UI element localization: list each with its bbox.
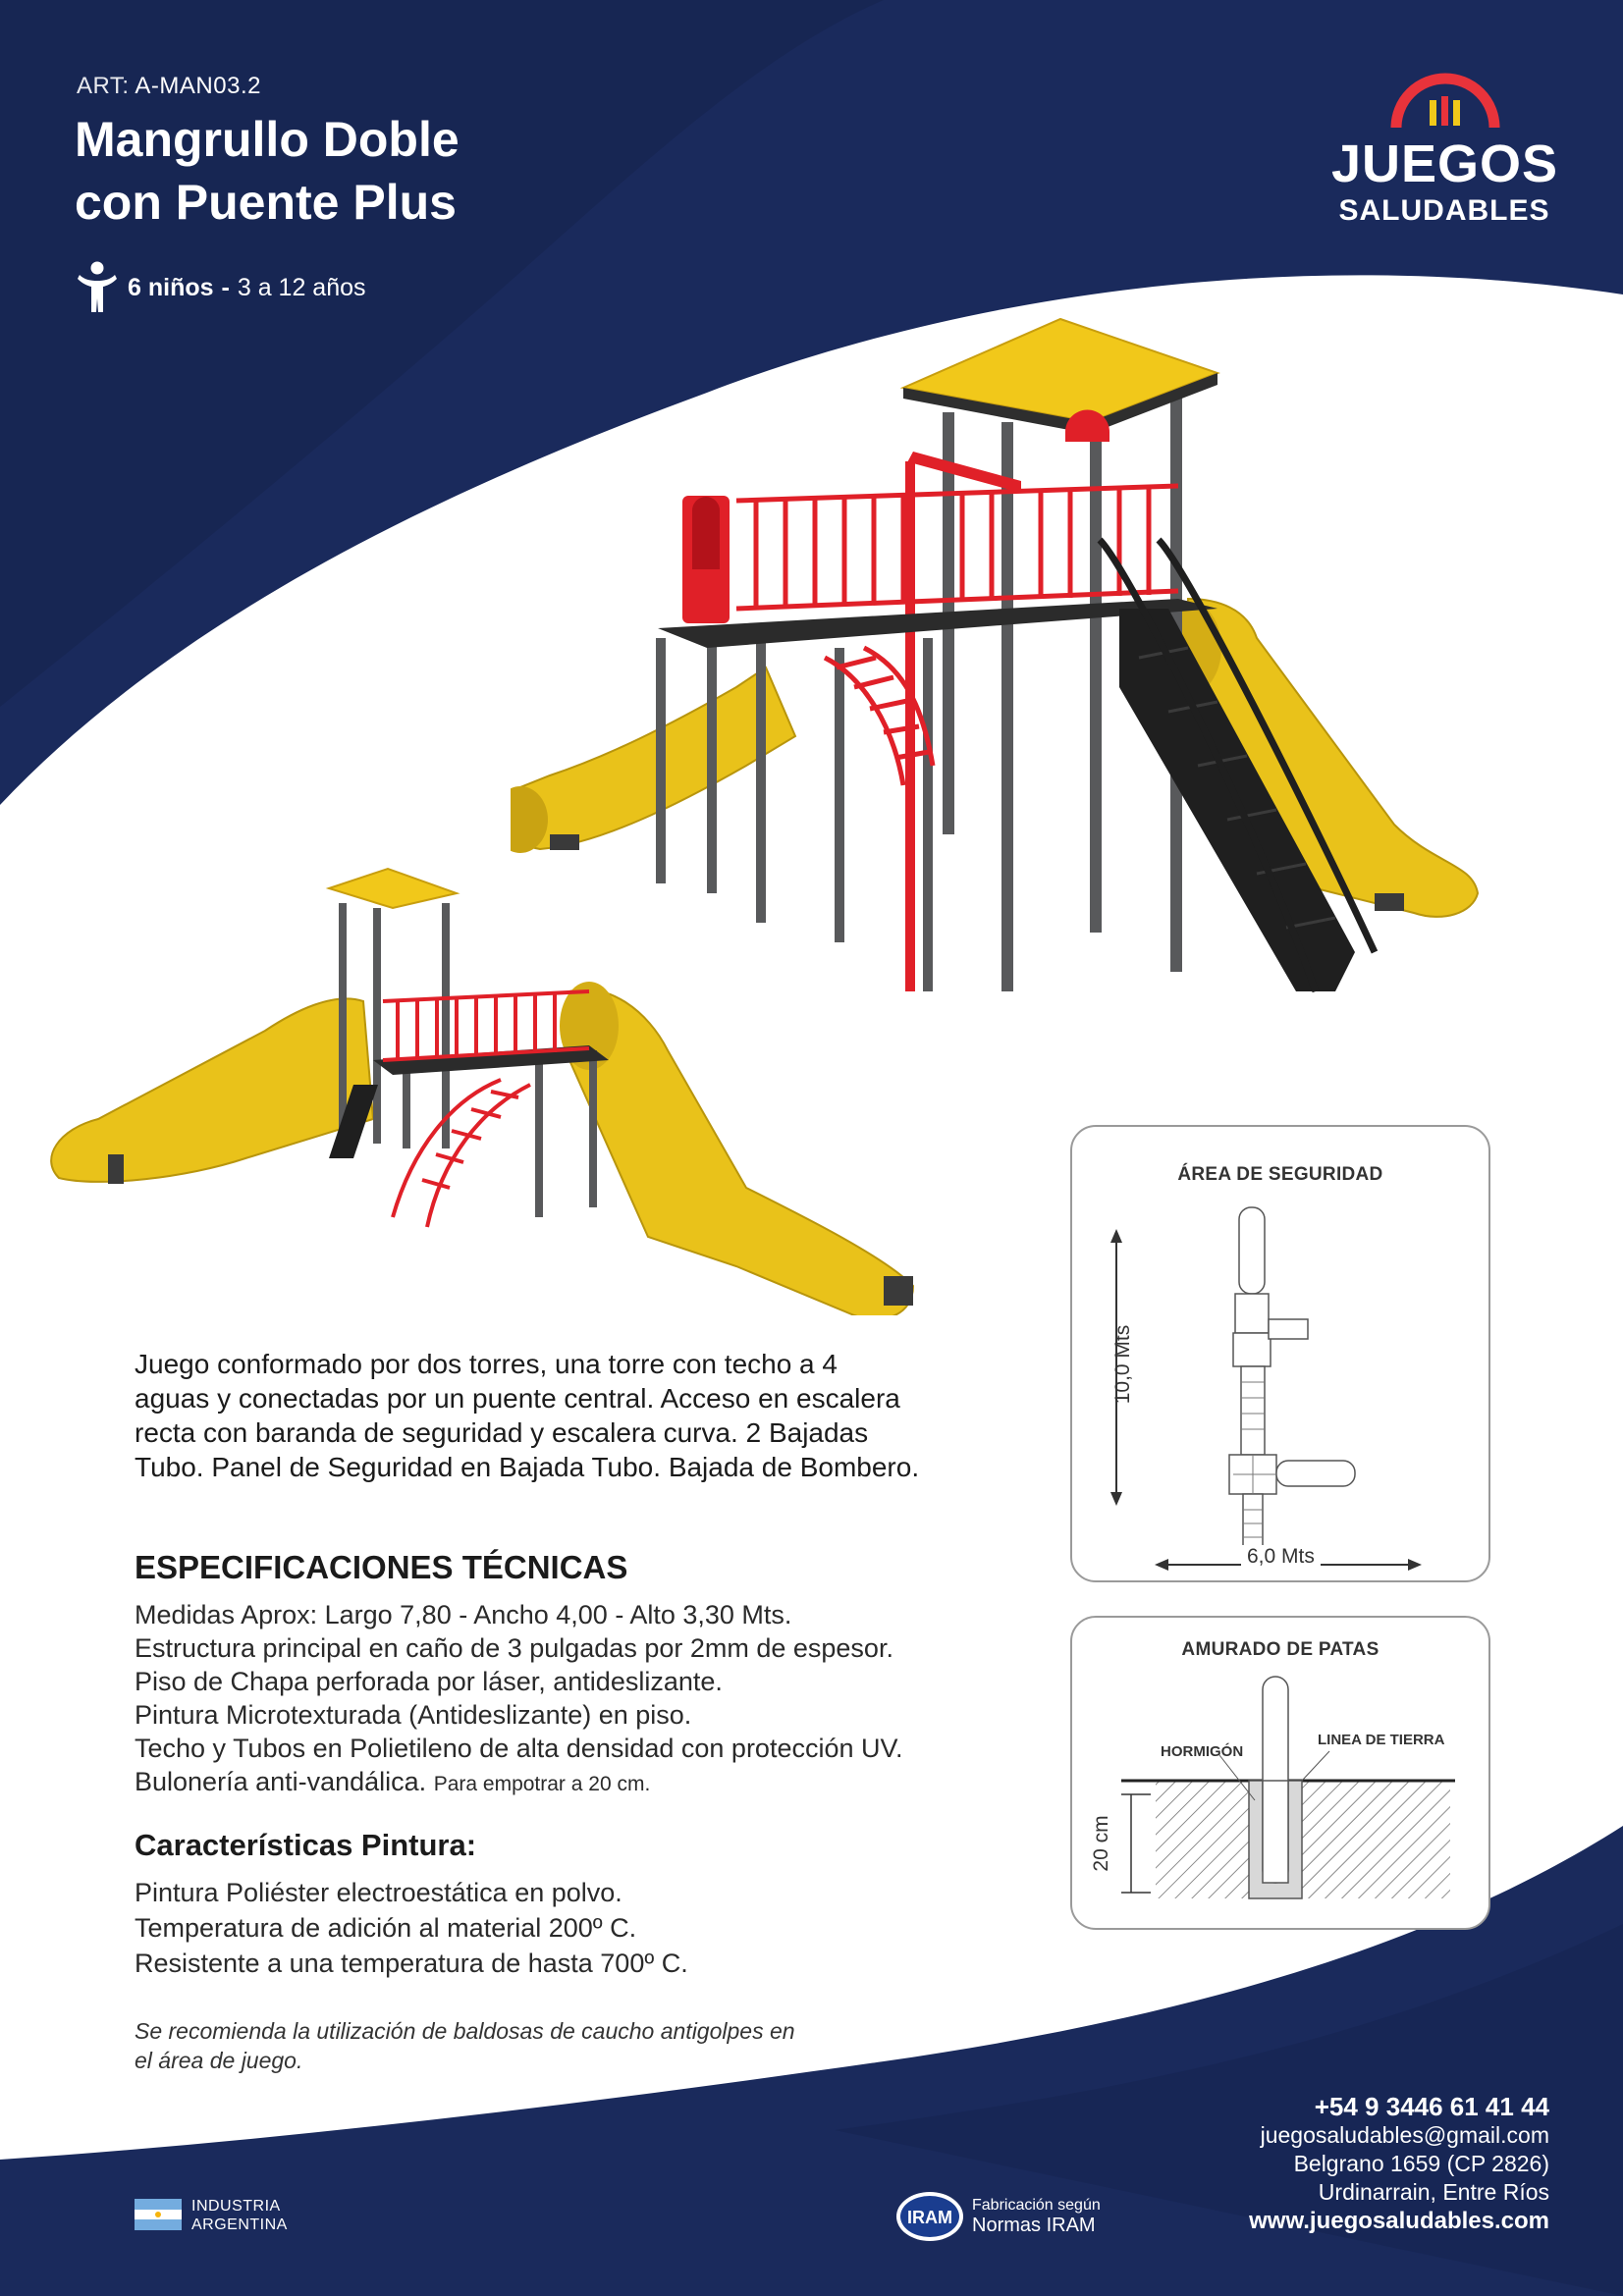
iram-logo-icon — [893, 2189, 966, 2244]
paint-heading: Características Pintura: — [135, 1828, 477, 1862]
paint-line-temperature: Temperatura de adición al material 200º C. — [135, 1913, 637, 1943]
product-title — [75, 108, 460, 234]
industry-line1: INDUSTRIA — [191, 2198, 281, 2215]
paint-body — [135, 1875, 920, 1981]
spec-line-embed: Para empotrar a 20 cm. — [433, 1773, 651, 1795]
brand-name-line1: JUEGOS — [1331, 134, 1559, 193]
product-title-line2: con Puente Plus — [75, 175, 457, 230]
paint-line-resistance: Resistente a una temperatura de hasta 700º C. — [135, 1949, 688, 1978]
product-description: Juego conformado por dos torres, una torre con techo a 4 aguas y conectadas por un puente central. Acceso en escalera recta con baranda de seguridad y escalera curva. 2 Bajadas Tubo. Panel de Seguridad en Bajada Tubo. Bajada de Bombero. — [135, 1349, 920, 1482]
safety-area-width: 6,0 Mts — [1241, 1545, 1321, 1569]
iram-line2: Normas IRAM — [972, 2215, 1096, 2236]
contact-phone[interactable]: +54 9 3446 61 41 44 — [1314, 2092, 1549, 2121]
playground-secondary-image — [39, 864, 1011, 1315]
safety-note: Se recomienda la utilización de baldosas de caucho antigolpes en el área de juego. — [135, 2018, 795, 2073]
article-code-label: ART: — [77, 73, 130, 99]
foot-anchoring-drawing — [1072, 1618, 1492, 1932]
specs-body — [135, 1598, 920, 1801]
spec-line-materials — [135, 1732, 920, 1801]
ground-line-label: LINEA DE TIERRA — [1318, 1732, 1445, 1748]
contact-info — [1249, 2093, 1549, 2235]
article-code-value: A-MAN03.2 — [135, 73, 261, 99]
iram-certification — [972, 2197, 1101, 2237]
spec-line-paint-floor: Pintura Microtexturada (Antideslizante) en piso. — [135, 1700, 692, 1730]
embed-depth-label: 20 cm — [1090, 1815, 1112, 1872]
iram-line1: Fabricación según — [972, 2197, 1101, 2214]
foot-anchoring-title: AMURADO DE PATAS — [1181, 1639, 1380, 1660]
kids-age: 3 a 12 años — [237, 273, 366, 301]
contact-website[interactable]: www.juegosaludables.com — [1249, 2208, 1549, 2234]
foot-anchoring-diagram — [1070, 1616, 1490, 1930]
brand-arc-icon — [1390, 73, 1500, 130]
spec-line-materials-text: Techo y Tubos en Polietileno de alta densidad con protección UV. Bulonería anti-vandálica. — [135, 1734, 903, 1796]
industry-badge — [191, 2197, 288, 2234]
kids-separator: - — [221, 273, 230, 301]
paint-line-type: Pintura Poliéster electroestática en polvo. — [135, 1878, 622, 1907]
safety-area-title: ÁREA DE SEGURIDAD — [1177, 1164, 1383, 1185]
contact-email[interactable]: juegosaludables@gmail.com — [1260, 2122, 1549, 2148]
spec-line-structure: Estructura principal en caño de 3 pulgadas por 2mm de espesor. Piso de Chapa perforada por láser, antideslizante. — [135, 1633, 893, 1696]
capacity-info — [77, 261, 366, 314]
brand-name-line2: SALUDABLES — [1338, 194, 1550, 227]
contact-address-line2: Urdinarrain, Entre Ríos — [1318, 2179, 1549, 2205]
safety-area-drawing — [1072, 1127, 1492, 1584]
brand-logo — [1331, 73, 1557, 230]
child-icon — [77, 261, 118, 314]
safety-area-height: 10,0 Mts — [1111, 1324, 1134, 1405]
argentina-flag-icon — [135, 2199, 182, 2230]
specs-heading: ESPECIFICACIONES TÉCNICAS — [135, 1549, 628, 1585]
safety-area-diagram — [1070, 1125, 1490, 1582]
contact-address-line1: Belgrano 1659 (CP 2826) — [1293, 2151, 1549, 2176]
product-title-line1: Mangrullo Doble — [75, 112, 460, 167]
industry-line2: ARGENTINA — [191, 2216, 288, 2233]
article-code — [77, 73, 261, 100]
concrete-label: HORMIGÓN — [1161, 1743, 1244, 1760]
kids-count: 6 niños — [128, 273, 214, 301]
iram-badge-text: IRAM — [907, 2208, 952, 2227]
spec-line-dimensions: Medidas Aprox: Largo 7,80 - Ancho 4,00 - Alto 3,30 Mts. — [135, 1600, 792, 1629]
